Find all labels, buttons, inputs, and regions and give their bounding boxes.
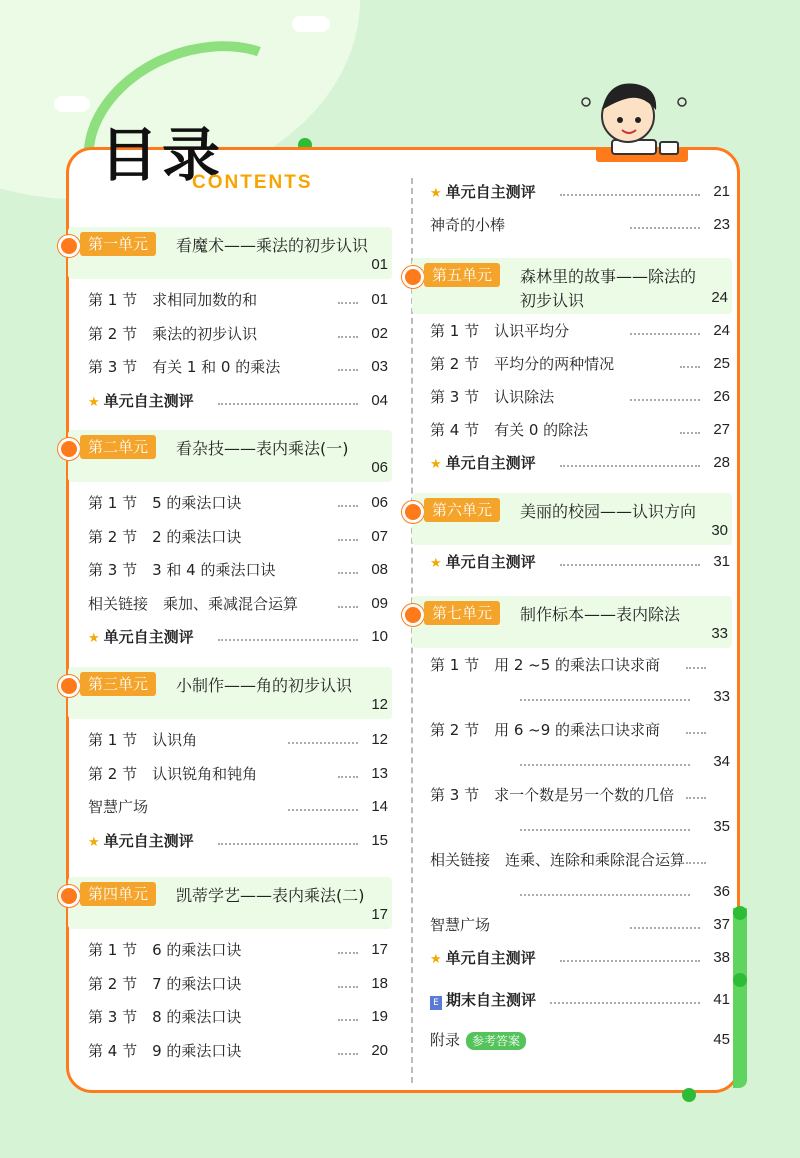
entry-label: 附录	[430, 1031, 461, 1049]
entry-label: 相关链接 乘加、乘减混合运算	[88, 594, 299, 613]
entry-label: 单元自主测评	[445, 454, 536, 472]
toc-entry[interactable]	[88, 289, 388, 311]
dotted-leader	[288, 742, 358, 744]
unit-header[interactable]	[68, 227, 392, 279]
unit-bullet-icon	[58, 885, 80, 907]
toc-entry[interactable]	[430, 719, 730, 775]
entry-page-number: 17	[371, 941, 388, 958]
dotted-leader	[630, 333, 700, 335]
entry-label: 第 2 节 乘法的初步认识	[88, 324, 258, 343]
dotted-leader	[630, 399, 700, 401]
dotted-leader	[560, 465, 700, 467]
dotted-leader	[686, 732, 706, 734]
dotted-leader	[560, 564, 700, 566]
entry-label: 第 1 节 求相同加数的和	[88, 291, 258, 309]
toc-entry[interactable]	[430, 784, 730, 840]
dotted-leader	[338, 336, 358, 338]
entry-page-number: 07	[371, 527, 388, 545]
cloud-decoration	[54, 96, 90, 112]
unit-bullet-icon	[58, 675, 80, 697]
entry-label: 第 3 节 8 的乘法口诀	[88, 1008, 242, 1026]
unit-label: 第四单元	[80, 882, 156, 906]
toc-entry[interactable]	[88, 390, 388, 412]
entry-label: 单元自主测评	[445, 183, 536, 201]
entry-page-number: 03	[371, 358, 388, 375]
entry-page-number: 14	[371, 798, 388, 815]
unit-page-number: 06	[371, 459, 388, 476]
dotted-leader	[520, 894, 690, 896]
entry-label: 单元自主测评	[103, 391, 194, 410]
star-icon: ★	[430, 186, 442, 201]
dotted-leader	[680, 432, 700, 434]
toc-entry[interactable]	[430, 353, 730, 375]
toc-entry[interactable]	[88, 830, 388, 852]
entry-label: 第 2 节 平均分的两种情况	[430, 355, 615, 373]
entry-label: 第 2 节 认识锐角和钝角	[88, 764, 258, 783]
entry-label: 智慧广场	[88, 798, 149, 816]
unit-header[interactable]	[412, 493, 732, 545]
dotted-leader	[288, 809, 358, 811]
unit-header[interactable]	[68, 877, 392, 929]
green-dot-decoration	[682, 1088, 696, 1102]
toc-entry[interactable]	[88, 626, 388, 648]
star-icon: ★	[88, 394, 100, 410]
dotted-leader	[520, 829, 690, 831]
entry-label: 第 2 节 7 的乘法口诀	[88, 974, 242, 993]
unit-bullet-icon	[58, 438, 80, 460]
entry-page-number: 13	[371, 764, 388, 782]
dotted-leader	[686, 667, 706, 669]
dotted-leader	[520, 699, 690, 701]
unit-label: 第二单元	[80, 435, 156, 459]
toc-entry[interactable]	[88, 1006, 388, 1028]
dotted-leader	[338, 986, 358, 988]
page-title: 目录	[100, 121, 225, 189]
unit-title: 制作标本——表内除法	[520, 605, 681, 624]
entry-page-number: 35	[713, 818, 730, 835]
entry-page-number: 15	[371, 831, 388, 849]
boy-mascot-icon	[578, 74, 688, 168]
answers-badge: 参考答案	[466, 1032, 526, 1050]
dotted-leader	[338, 369, 358, 371]
toc-entry[interactable]	[88, 973, 388, 995]
toc-entry[interactable]	[88, 796, 388, 818]
entry-label: 第 2 节 2 的乘法口诀	[88, 527, 242, 546]
entry-label: 单元自主测评	[445, 553, 536, 571]
dotted-leader	[338, 952, 358, 954]
unit-page-number: 24	[711, 289, 728, 306]
toc-entry[interactable]	[88, 729, 388, 751]
unit-label: 第七单元	[424, 601, 500, 625]
dotted-leader	[338, 1019, 358, 1021]
green-dot-decoration	[733, 973, 747, 987]
unit-page-number: 30	[711, 522, 728, 539]
dotted-leader	[680, 366, 700, 368]
entry-label: 第 2 节 用 6 ~9 的乘法口诀求商	[430, 721, 661, 739]
entry-page-number: 01	[371, 291, 388, 308]
toc-entry[interactable]	[430, 320, 730, 342]
exam-icon: E	[430, 996, 442, 1010]
green-edge-decoration	[733, 908, 747, 1088]
entry-label: 单元自主测评	[103, 628, 194, 646]
entry-label: 第 3 节 求一个数是另一个数的几倍	[430, 786, 675, 804]
dotted-leader	[338, 606, 358, 608]
toc-entry[interactable]	[430, 452, 730, 474]
dotted-leader	[218, 403, 358, 405]
unit-bullet-icon	[58, 235, 80, 257]
entry-page-number: 08	[371, 561, 388, 578]
unit-header[interactable]	[412, 258, 732, 314]
toc-entry[interactable]	[88, 356, 388, 378]
unit-title: 看魔术——乘法的初步认识	[176, 236, 369, 255]
star-icon: ★	[88, 631, 100, 646]
star-icon: ★	[430, 457, 442, 472]
dotted-leader	[338, 302, 358, 304]
green-dot-decoration	[733, 906, 747, 920]
entry-page-number: 24	[713, 322, 730, 339]
unit-page-number: 17	[371, 906, 388, 923]
dotted-leader	[686, 797, 706, 799]
entry-label: 单元自主测评	[103, 831, 194, 850]
entry-page-number: 31	[713, 553, 730, 570]
dotted-leader	[560, 960, 700, 962]
unit-page-number: 12	[371, 696, 388, 713]
toc-entry[interactable]	[88, 526, 388, 548]
unit-bullet-icon	[402, 501, 424, 523]
dotted-leader	[338, 505, 358, 507]
entry-label: 第 3 节 有关 1 和 0 的乘法	[88, 358, 281, 376]
unit-label: 第六单元	[424, 498, 500, 522]
entry-label: 第 4 节 9 的乘法口诀	[88, 1041, 242, 1060]
entry-page-number: 27	[713, 421, 730, 438]
cloud-decoration	[292, 16, 330, 32]
toc-entry[interactable]	[88, 323, 388, 345]
entry-label: 第 1 节 用 2 ~5 的乘法口诀求商	[430, 656, 661, 674]
unit-title-line2: 初步认识	[520, 291, 585, 310]
entry-label: 第 1 节 5 的乘法口诀	[88, 494, 242, 512]
star-icon: ★	[430, 556, 442, 571]
toc-entry[interactable]	[430, 181, 730, 203]
unit-header[interactable]	[68, 667, 392, 719]
appendix-entry[interactable]	[430, 1029, 730, 1051]
entry-label: 第 1 节 6 的乘法口诀	[88, 941, 242, 959]
dotted-leader	[560, 194, 700, 196]
entry-label: 智慧广场	[430, 916, 491, 934]
toc-entry[interactable]	[430, 849, 730, 905]
toc-entry[interactable]	[430, 947, 730, 969]
entry-page-number: 26	[713, 388, 730, 405]
dotted-leader	[218, 843, 358, 845]
entry-label: 相关链接 连乘、连除和乘除混合运算	[430, 851, 686, 869]
dotted-leader	[338, 776, 358, 778]
toc-entry[interactable]	[88, 492, 388, 514]
unit-label: 第一单元	[80, 232, 156, 256]
toc-entry[interactable]	[88, 593, 388, 615]
dotted-leader	[338, 572, 358, 574]
entry-page-number: 06	[371, 494, 388, 511]
unit-header[interactable]	[412, 596, 732, 648]
toc-entry[interactable]	[88, 559, 388, 581]
entry-label: 期末自主测评	[446, 991, 537, 1009]
dotted-leader	[338, 539, 358, 541]
unit-title: 小制作——角的初步认识	[176, 676, 353, 695]
entry-page-number: 12	[371, 731, 388, 748]
unit-bullet-icon	[402, 604, 424, 626]
toc-entry[interactable]	[88, 763, 388, 785]
entry-page-number: 45	[713, 1031, 730, 1048]
toc-entry[interactable]	[430, 386, 730, 408]
entry-label: 第 1 节 认识平均分	[430, 322, 570, 340]
unit-title: 森林里的故事——除法的	[520, 267, 697, 286]
entry-page-number: 10	[371, 628, 388, 645]
unit-bullet-icon	[402, 266, 424, 288]
entry-page-number: 19	[371, 1008, 388, 1025]
star-icon: ★	[88, 834, 100, 850]
entry-label: 单元自主测评	[445, 949, 536, 967]
entry-page-number: 37	[713, 916, 730, 933]
entry-page-number: 34	[713, 753, 730, 770]
unit-title: 凯蒂学艺——表内乘法(二)	[176, 886, 365, 905]
dotted-leader	[218, 639, 358, 641]
star-icon: ★	[430, 952, 442, 967]
unit-title: 美丽的校园——认识方向	[520, 502, 697, 521]
unit-label: 第五单元	[424, 263, 500, 287]
toc-entry[interactable]	[430, 419, 730, 441]
entry-page-number: 20	[371, 1041, 388, 1059]
toc-entry[interactable]	[88, 1040, 388, 1062]
entry-page-number: 23	[713, 216, 730, 233]
entry-page-number: 38	[713, 949, 730, 966]
dotted-leader	[338, 1053, 358, 1055]
toc-entry[interactable]	[430, 654, 730, 710]
entry-label: 第 3 节 3 和 4 的乘法口诀	[88, 561, 276, 579]
entry-page-number: 36	[713, 883, 730, 900]
toc-entry[interactable]	[430, 551, 730, 573]
entry-page-number: 41	[713, 991, 730, 1008]
entry-page-number: 28	[713, 454, 730, 471]
dotted-leader	[630, 927, 700, 929]
entry-page-number: 18	[371, 974, 388, 992]
dotted-leader	[520, 764, 690, 766]
entry-page-number: 33	[713, 688, 730, 705]
entry-page-number: 02	[371, 324, 388, 342]
entry-page-number: 04	[371, 391, 388, 409]
toc-entry[interactable]	[430, 214, 730, 236]
toc-entry[interactable]	[430, 914, 730, 936]
page-subtitle: CONTENTS	[192, 172, 313, 193]
dotted-leader	[686, 862, 706, 864]
unit-header[interactable]	[68, 430, 392, 482]
dotted-leader	[550, 1002, 700, 1004]
entry-page-number: 09	[371, 594, 388, 612]
dotted-leader	[630, 227, 700, 229]
entry-label: 第 1 节 认识角	[88, 731, 198, 749]
final-exam-entry[interactable]	[430, 989, 730, 1011]
entry-label: 第 4 节 有关 0 的除法	[430, 421, 589, 439]
unit-label: 第三单元	[80, 672, 156, 696]
toc-entry[interactable]	[88, 939, 388, 961]
entry-label: 神奇的小棒	[430, 216, 506, 234]
entry-page-number: 21	[713, 183, 730, 200]
entry-label: 第 3 节 认识除法	[430, 388, 555, 406]
unit-title: 看杂技——表内乘法(一)	[176, 439, 349, 458]
entry-page-number: 25	[713, 355, 730, 372]
unit-page-number: 01	[371, 256, 388, 273]
unit-page-number: 33	[711, 625, 728, 642]
